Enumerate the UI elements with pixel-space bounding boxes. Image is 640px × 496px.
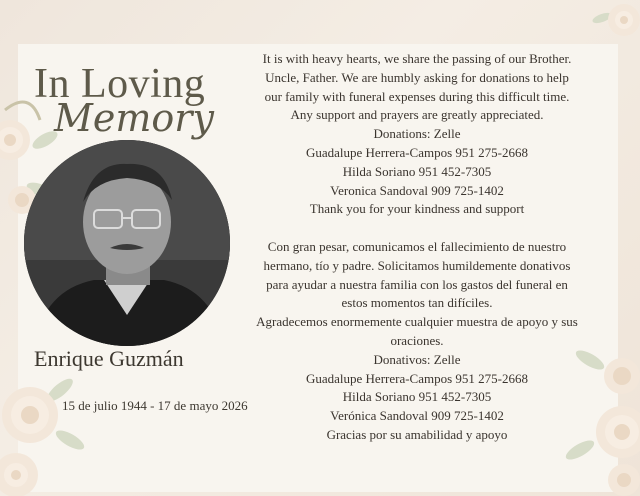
english-line: It is with heavy hearts, we share the passing of our Brother.: [262, 51, 572, 66]
spanish-line: Agradecemos enormemente cualquier muestra de apoyo y sus: [256, 314, 578, 330]
spanish-line: para ayudar a nuestra familia con los gastos del funeral en: [266, 276, 568, 292]
rose-cluster-bottom-left-icon: [0, 370, 90, 496]
spanish-donations-heading: Donativos: Zelle: [373, 351, 461, 367]
english-thanks: Thank you for your kindness and support: [309, 201, 525, 217]
life-dates: 15 de julio 1944 - 17 de mayo 2026: [62, 398, 248, 413]
heading-memory: Memory: [54, 96, 214, 140]
heading-in-loving: In Loving: [34, 61, 206, 107]
spanish-line: hermano, tío y padre. Solicitamos humildemente donativos: [263, 257, 571, 273]
spanish-contact: Guadalupe Herrera-Campos 951 275-2668: [305, 370, 528, 386]
rose-cluster-top-right-icon: [590, 0, 640, 50]
english-line: Any support and prayers are greatly appreciated.: [290, 107, 544, 123]
message-column: [232, 50, 602, 445]
spanish-line: estos momentos tan difíciles.: [341, 295, 493, 311]
english-donations-heading: Donations: Zelle: [373, 126, 461, 142]
english-contact: Hilda Soriano 951 452-7305: [342, 163, 492, 179]
deceased-name: Enrique Guzmán: [34, 346, 184, 371]
spanish-line: Con gran pesar, comunicamos el fallecimiento de nuestro: [267, 238, 567, 254]
portrait-figure-icon: [24, 140, 230, 346]
spanish-contact: Verónica Sandoval 909 725-1402: [330, 408, 504, 424]
spanish-thanks: Gracias por su amabilidad y apoyo: [326, 426, 508, 442]
english-line: our family with funeral expenses during this difficult time.: [264, 88, 570, 104]
spanish-contact: Hilda Soriano 951 452-7305: [342, 389, 492, 405]
portrait-photo: [24, 140, 230, 346]
section-spacer: [232, 219, 602, 238]
english-contact: Veronica Sandoval 909 725-1402: [330, 182, 504, 198]
spanish-line: oraciones.: [390, 332, 444, 348]
english-line: Uncle, Father. We are humbly asking for donations to help: [265, 69, 569, 85]
english-contact: Guadalupe Herrera-Campos 951 275-2668: [305, 144, 528, 160]
